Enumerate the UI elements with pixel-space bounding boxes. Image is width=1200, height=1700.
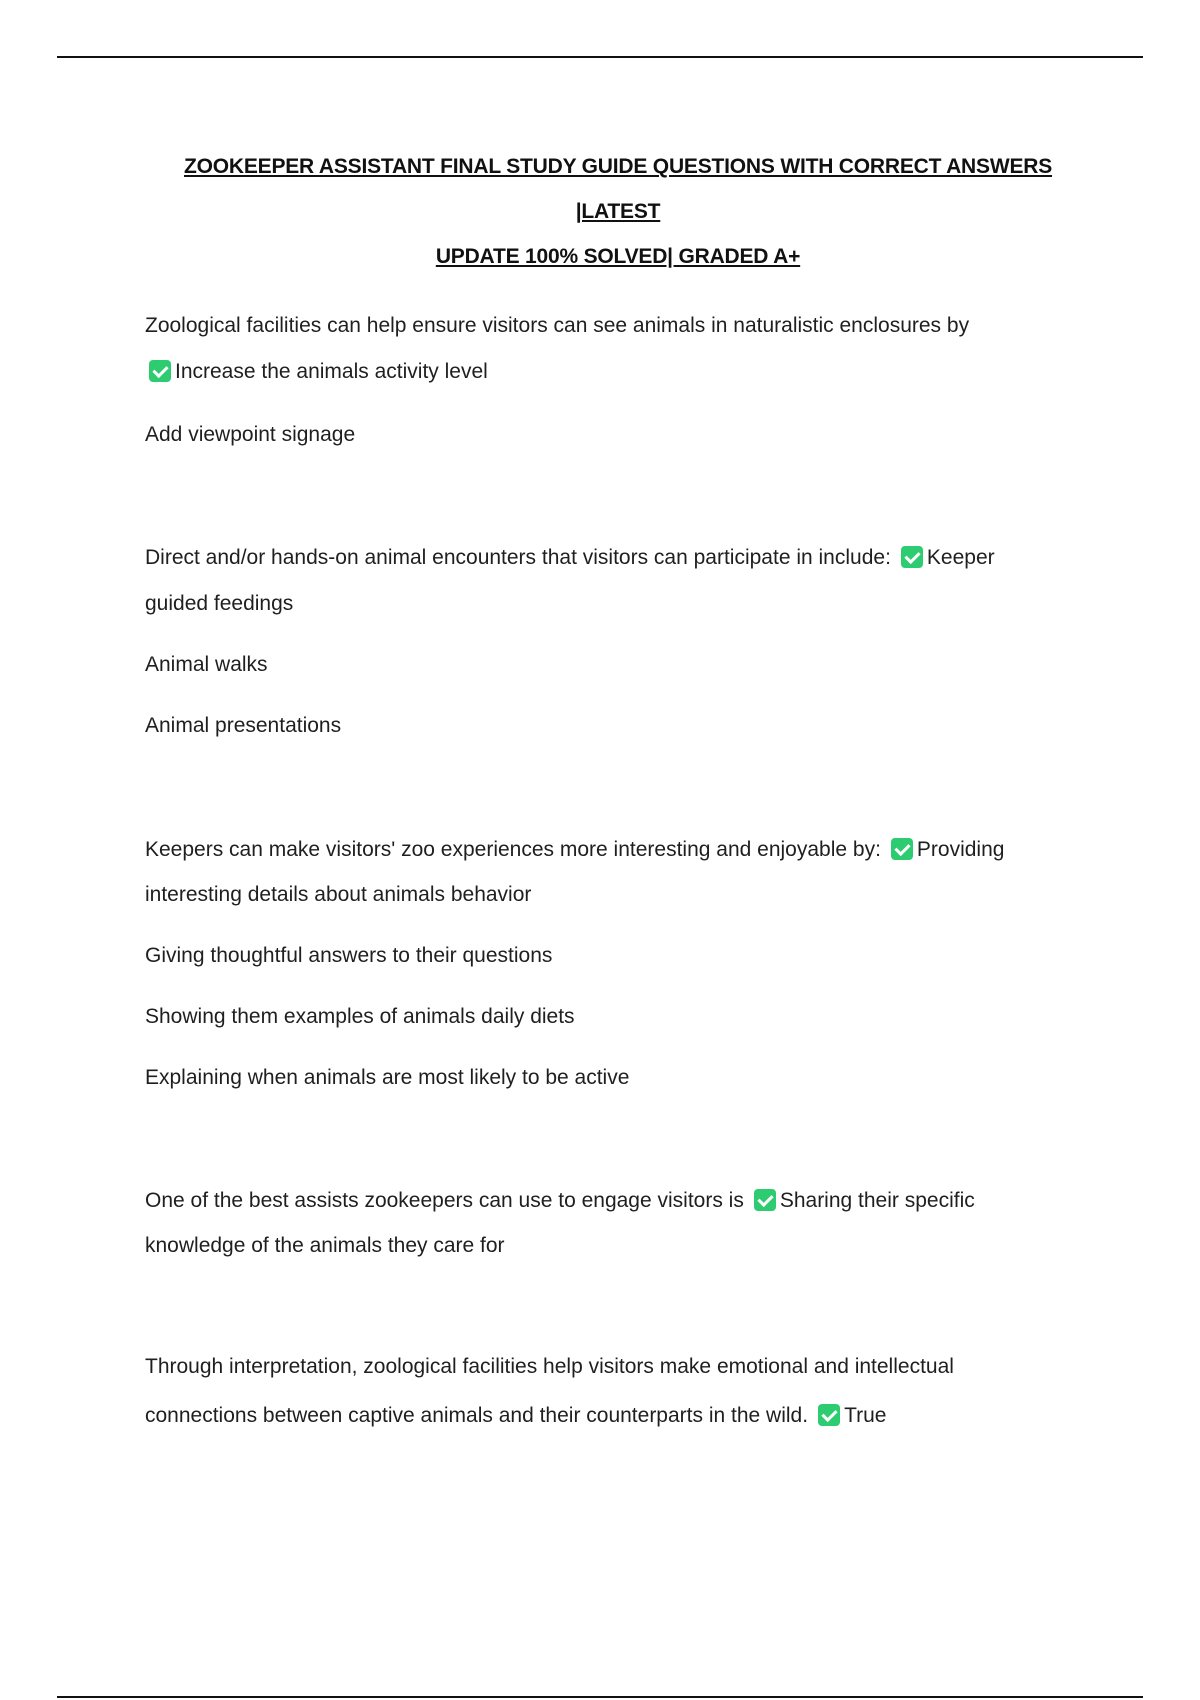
title-line-1: ZOOKEEPER ASSISTANT FINAL STUDY GUIDE QUESTIONS WITH CORRECT ANSWERS |LATEST [183,155,1053,223]
answer-text: Explaining when animals are most likely to be active [145,1066,630,1089]
answer-3-item [145,1005,575,1029]
question-text: Direct and/or hands-on animal encounters that visitors can participate in include: [145,546,891,569]
question-text: Zoological facilities can help ensure visitors can see animals in naturalistic enclosures by [145,314,970,337]
answer-4-continued [145,1234,505,1258]
question-text: One of the best assists zookeepers can use to engage visitors is [145,1189,744,1212]
check-box-icon [149,360,171,382]
question-1 [145,314,969,338]
answer-text: Showing them examples of animals daily diets [145,1005,575,1028]
answer-text: guided feedings [145,592,294,615]
question-3 [145,838,1004,862]
answer-2-continued [145,592,293,616]
answer-text: Sharing their specific [779,1189,975,1212]
answer-2-item [145,714,341,738]
answer-1-primary [145,360,488,384]
question-text: Keepers can make visitors' zoo experiences more interesting and enjoyable by: [145,838,881,861]
question-4 [145,1189,975,1213]
bottom-rule [57,1696,1143,1698]
title-line-2: UPDATE 100% SOLVED| GRADED A+ [435,245,801,268]
question-2 [145,546,995,570]
check-box-icon [891,838,913,860]
answer-text: Providing [916,838,1005,861]
check-box-icon [818,1404,840,1426]
answer-text: Animal walks [145,653,268,676]
answer-3-item [145,944,552,968]
answer-text: Keeper [926,546,995,569]
answer-text: interesting details about animals behavior [145,883,532,906]
answer-text: True [844,1404,887,1427]
question-5 [145,1355,954,1379]
answer-text: knowledge of the animals they care for [145,1234,505,1257]
question-text: Through interpretation, zoological facilities help visitors make emotional and intellectual [145,1355,954,1378]
answer-3-continued [145,883,531,907]
answer-3-item [145,1066,629,1090]
answer-text: Increase the animals activity level [175,360,488,383]
question-5-continued [145,1404,886,1428]
answer-text: Add viewpoint signage [145,423,356,446]
answer-text: Animal presentations [145,714,342,737]
question-text: connections between captive animals and their counterparts in the wild. [145,1404,809,1427]
document-title [150,144,1086,279]
check-box-icon [901,546,923,568]
answer-2-item [145,653,268,677]
answer-1-item [145,423,355,447]
answer-text: Giving thoughtful answers to their questions [145,944,553,967]
top-rule [57,56,1143,58]
check-box-icon [754,1189,776,1211]
